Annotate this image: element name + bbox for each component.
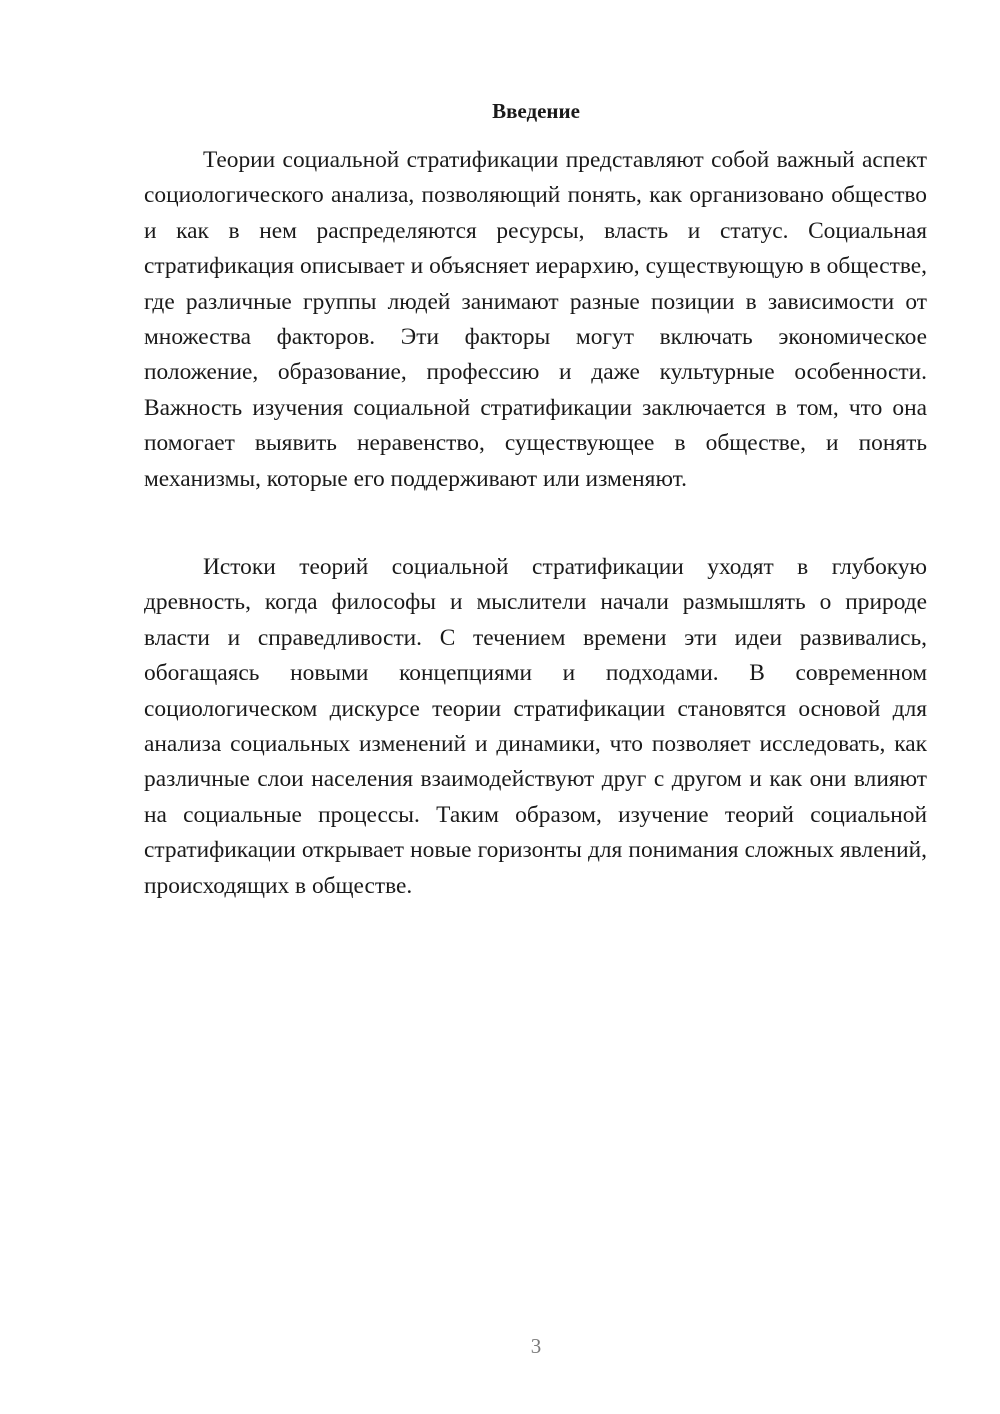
paragraph-block-2 [144, 550, 927, 904]
paragraph-1: Теории социальной стратификации представляют собой важный аспект социологического анализа, позволяющий понять, как организовано общество и как в нем распределяются ресурсы, власть и статус. Социальная стратификация описывает и объясняет иерархию, существующую в обществе, где различные группы людей занимают разные позиции в зависимости от множества факторов. Эти факторы могут включать экономическое положение, образование, профессию и даже культурные особенности. Важность изучения социальной стратификации заключается в том, что она помогает выявить неравенство, существующее в обществе, и понять механизмы, которые его поддерживают или изменяют. [144, 147, 927, 492]
paragraph-block-1 [144, 143, 927, 497]
section-heading: Введение [492, 99, 580, 123]
page-number: 3 [530, 1334, 542, 1358]
paragraph-2: Истоки теорий социальной стратификации уходят в глубокую древность, когда философы и мыслители начали размышлять о природе власти и справедливости. С течением времени эти идеи развивались, обогащаясь новыми концепциями и подходами. В современном социологическом дискурсе теории стратификации становятся основой для анализа социальных изменений и динамики, что позволяет исследовать, как различные слои населения взаимодействуют друг с другом и как они влияют на социальные процессы. Таким образом, изучение теорий социальной стратификации открывает новые горизонты для понимания сложных явлений, происходящих в обществе. [144, 554, 927, 899]
